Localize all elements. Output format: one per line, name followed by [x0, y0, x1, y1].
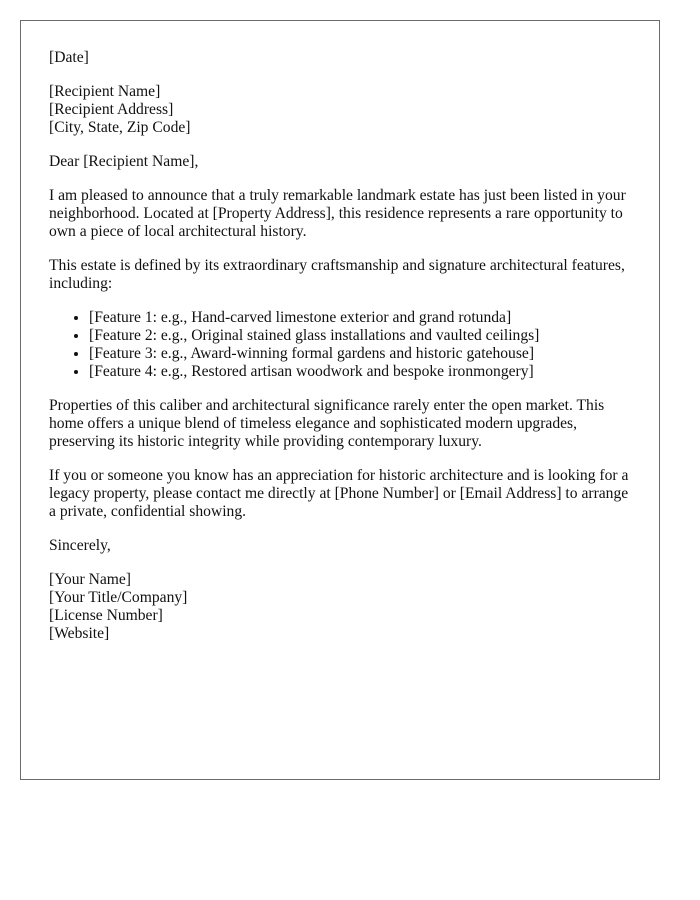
letter-page — [20, 20, 660, 780]
recipient-city-state-zip: [City, State, Zip Code] — [49, 119, 191, 136]
signature-name: [Your Name] — [49, 571, 132, 588]
signature-license: [License Number] — [49, 607, 163, 624]
intro-paragraph: I am pleased to announce that a truly remarkable landmark estate has just been listed in your neighborhood. Located at [Property Address], this residence represents a rare opportunity to own a piece of local architectural history. — [49, 187, 626, 240]
signature-website: [Website] — [49, 625, 110, 642]
recipient-name: [Recipient Name] — [49, 83, 161, 100]
feature-list — [49, 309, 631, 381]
contact-paragraph: If you or someone you know has an appreciation for historic architecture and is looking for a legacy property, please contact me directly at [Phone Number] or [Email Address] to arrange a private, confidential showing. — [49, 467, 629, 520]
significance-paragraph: Properties of this caliber and architectural significance rarely enter the open market. This home offers a unique blend of timeless elegance and sophisticated modern upgrades, preserving its historic integrity while providing contemporary luxury. — [49, 397, 605, 450]
letter-date: [Date] — [49, 49, 89, 66]
features-intro-paragraph: This estate is defined by its extraordinary craftsmanship and signature architectural features, including: — [49, 257, 625, 292]
salutation: Dear [Recipient Name], — [49, 153, 199, 170]
feature-item-1: • [Feature 1: e.g., Hand-carved limestone exterior and grand rotunda] — [89, 309, 631, 327]
date-line — [49, 49, 631, 67]
signature-block — [49, 571, 631, 643]
closing: Sincerely, — [49, 537, 111, 554]
recipient-address: [Recipient Address] — [49, 101, 174, 118]
feature-item-2: • [Feature 2: e.g., Original stained glass installations and vaulted ceilings] — [89, 327, 631, 345]
recipient-block — [49, 83, 631, 137]
feature-item-3: • [Feature 3: e.g., Award-winning formal gardens and historic gatehouse] — [89, 345, 631, 363]
signature-title-company: [Your Title/Company] — [49, 589, 188, 606]
feature-item-4: • [Feature 4: e.g., Restored artisan woodwork and bespoke ironmongery] — [89, 363, 631, 381]
